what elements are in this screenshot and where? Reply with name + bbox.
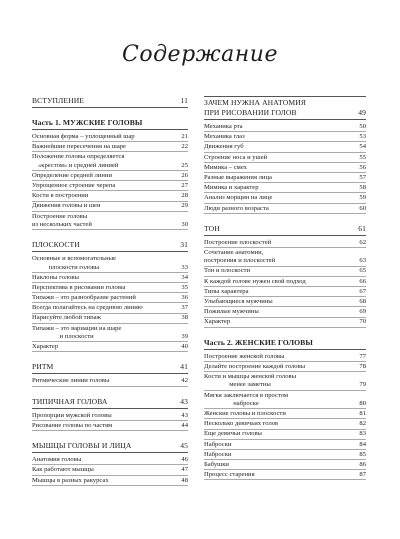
section-heading-text: ТОН	[204, 223, 220, 233]
toc-entry	[204, 123, 366, 132]
section-page-number: 45	[180, 441, 188, 451]
section-heading	[32, 397, 188, 409]
section-heading	[204, 224, 366, 236]
toc-entry-page: 30	[181, 220, 188, 228]
section-heading	[32, 118, 188, 130]
toc-entry-page: 26	[181, 171, 188, 179]
toc-entry-page: 59	[359, 194, 366, 202]
toc-entry-title	[204, 249, 279, 266]
toc-entry-page: 78	[359, 362, 366, 370]
toc-entry-page: 68	[359, 298, 366, 306]
section-page-number: 49	[358, 108, 366, 117]
section-heading	[32, 240, 188, 252]
toc-entry-title	[32, 325, 125, 342]
toc-entry-title	[32, 255, 120, 272]
toc-entry	[32, 422, 188, 431]
toc-entry-title: Наброски	[204, 440, 232, 448]
toc-entry	[32, 456, 188, 465]
toc-entry-title-line: Типажи – это вариации на шаре	[32, 324, 122, 332]
toc-entry-title: Мимика – смех	[204, 163, 247, 171]
toc-entry-page: 57	[359, 173, 366, 181]
toc-entry-title: Механика глаз	[204, 133, 245, 141]
toc-entry-title	[32, 153, 128, 170]
section-page-number: 43	[180, 396, 188, 406]
toc-left-column	[32, 96, 188, 487]
toc-entry-page: 82	[359, 420, 366, 428]
toc-entry	[204, 392, 366, 410]
section-page-number: 31	[180, 240, 188, 250]
toc-entry	[32, 304, 188, 313]
toc-entry-page: 87	[359, 471, 366, 479]
toc-entry	[32, 294, 188, 303]
toc-entry-title: Основная форма – уплощенный шар	[32, 133, 135, 140]
toc-entry-page: 40	[181, 343, 188, 351]
section-heading	[204, 96, 366, 120]
toc-entry	[32, 133, 188, 142]
toc-entry	[32, 477, 188, 486]
toc-entry	[32, 284, 188, 293]
toc-entry-page: 77	[359, 352, 366, 360]
toc-entry-title: Разные выражения лица	[204, 173, 272, 181]
toc-entry	[204, 239, 366, 248]
toc-entry-page: 65	[359, 267, 366, 275]
section-heading-line	[32, 362, 188, 372]
toc-entry	[32, 213, 188, 231]
toc-entry-title: Нарисуйте любой типаж	[32, 314, 102, 322]
toc-entry	[204, 373, 366, 391]
section-heading-text: ТИПИЧНАЯ ГОЛОВА	[32, 396, 108, 406]
toc-entry	[32, 325, 188, 343]
section-heading	[32, 362, 188, 374]
toc-entry-title: Типы характера	[204, 287, 249, 295]
toc-entry-page: 86	[359, 460, 366, 468]
toc-entry-title-line: менее заметны	[229, 381, 271, 389]
toc-entry-title: Построение женской головы	[204, 352, 285, 360]
toc-entry	[204, 184, 366, 193]
toc-entry-page: 79	[359, 381, 366, 389]
toc-entry-page: 60	[359, 204, 366, 212]
toc-entry	[32, 192, 188, 201]
toc-right-column	[204, 96, 366, 481]
toc-entry-title: Характер	[32, 343, 59, 351]
toc-entry-page: 48	[181, 476, 188, 484]
toc-entry-title: Типажи – это разнообразие растений	[32, 294, 136, 302]
section-page-number: 11	[180, 96, 188, 105]
section-heading-text: Часть 1. МУЖСКИЕ ГОЛОВЫ	[32, 118, 143, 127]
toc-entry-title: Улыбающиеся мужчины	[204, 298, 273, 306]
toc-entry-page: 63	[359, 257, 366, 265]
toc-entry	[204, 308, 366, 317]
toc-entry	[204, 154, 366, 163]
toc-entry-page: 55	[359, 153, 366, 161]
toc-entry-title-line: плоскости головы	[48, 263, 100, 271]
section-heading	[32, 441, 188, 453]
toc-entry-title: Люди разного возраста	[204, 204, 269, 212]
toc-entry-page: 37	[181, 304, 188, 312]
toc-entry-title: Движения губ	[204, 143, 244, 151]
toc-entry-title	[204, 392, 292, 409]
toc-entry	[204, 143, 366, 152]
section-heading-text: РИТМ	[32, 362, 54, 372]
section-heading	[32, 96, 188, 108]
toc-entry	[32, 143, 188, 152]
toc-entry-page: 28	[181, 192, 188, 200]
toc-entry	[32, 182, 188, 191]
toc-entry	[32, 274, 188, 283]
toc-entry	[204, 318, 366, 327]
toc-entry	[204, 194, 366, 203]
toc-entry-title: Строение носа и ушей	[204, 153, 268, 161]
toc-entry-page: 25	[181, 161, 188, 169]
toc-entry-title-line: Мягкя заключается в простом	[204, 391, 289, 399]
toc-entry	[32, 377, 188, 386]
toc-entry-title-line: Сочетание анатомии,	[204, 248, 264, 256]
toc-entry	[204, 298, 366, 307]
toc-entry-page: 29	[181, 202, 188, 210]
toc-entry-title: Несколько девичьих голов	[204, 420, 279, 428]
toc-entry-page: 46	[181, 456, 188, 464]
section-heading-line	[32, 441, 188, 451]
toc-entry-title-line: «крестом» и средней линией	[37, 161, 119, 169]
toc-entry-title: Делайте построение каждой головы	[204, 362, 306, 370]
toc-entry-page: 47	[181, 466, 188, 474]
toc-entry	[32, 343, 188, 352]
toc-entry-title: К каждой голове нужен свой подход	[204, 277, 306, 285]
toc-entry	[32, 314, 188, 323]
toc-entry-title: Наклоны головы	[32, 273, 79, 281]
page-title: Содержание	[122, 42, 278, 67]
toc-entry-page: 56	[359, 163, 366, 171]
toc-entry	[204, 133, 366, 142]
section-heading-line: ЗАЧЕМ НУЖНА АНАТОМИЯ	[204, 98, 306, 107]
section-page-number: 41	[180, 362, 188, 372]
toc-entry-title: Определение средней линии	[32, 171, 113, 179]
toc-entry-title: Кости в построении	[32, 192, 89, 200]
section-heading-line	[204, 224, 366, 234]
section-heading-text: МЫШЦЫ ГОЛОВЫ И ЛИЦА	[32, 441, 132, 451]
toc-entry-title: Бабушки	[204, 460, 229, 468]
toc-entry-title: Мышцы в разных ракурсах	[32, 476, 109, 484]
toc-entry-title-line: Построение головы	[32, 212, 88, 220]
toc-entry	[204, 461, 366, 470]
toc-entry-title: Ритмические линии головы	[32, 377, 110, 385]
toc-entry-title: Еще девичьи головы	[204, 430, 262, 438]
toc-entry	[204, 288, 366, 297]
toc-entry-title	[204, 373, 300, 390]
toc-entry-title: Упрощенное строение черепа	[32, 182, 116, 190]
toc-entry-page: 44	[181, 421, 188, 429]
section-heading-text: ПРИ РИСОВАНИИ ГОЛОВ	[204, 108, 297, 117]
toc-entry	[204, 164, 366, 173]
toc-entry-title: Перспектива в рисовании головы	[32, 283, 126, 291]
toc-entry-title: Женские головы и плоскости	[204, 410, 286, 418]
section-heading-line	[32, 96, 188, 106]
toc-entry-page: 27	[181, 182, 188, 190]
toc-entry	[204, 451, 366, 460]
toc-section	[204, 96, 366, 214]
section-heading-text: Часть 2. ЖЕНСКИЕ ГОЛОВЫ	[204, 337, 313, 347]
toc-entry-title: Тон и плоскости	[204, 267, 251, 275]
toc-entry-title: Рисование головы по частям	[32, 421, 113, 429]
toc-section	[32, 240, 188, 352]
toc-entry-title-line: Положение головы определяется	[32, 153, 125, 161]
toc-entry-page: 43	[181, 411, 188, 419]
toc-entry-title: Всегда полагайтесь на среднюю линию	[32, 304, 143, 312]
toc-entry-title: Важнейшие пересечения на шаре	[32, 143, 126, 151]
toc-section	[32, 96, 188, 108]
toc-entry-page: 81	[359, 410, 366, 418]
toc-entry-page: 36	[181, 294, 188, 302]
toc-entry	[32, 172, 188, 181]
toc-entry	[204, 174, 366, 183]
toc-entry-title: Как работают мышцы	[32, 466, 94, 474]
toc-entry-page: 66	[359, 277, 366, 285]
section-heading-line	[204, 108, 366, 118]
toc-entry-page: 54	[359, 143, 366, 151]
toc-entry-title: Механика рта	[204, 123, 243, 130]
toc-entry-title-line: Кости и мышцы женской головы	[204, 373, 297, 381]
toc-entry-page: 62	[359, 238, 366, 246]
toc-entry-page: 53	[359, 133, 366, 141]
section-page-number: 61	[358, 223, 366, 233]
toc-entry-page: 85	[359, 450, 366, 458]
toc-section	[32, 118, 188, 230]
toc-entry-page: 83	[359, 430, 366, 438]
toc-section	[204, 338, 366, 481]
section-heading-text: ВСТУПЛЕНИЕ	[32, 96, 85, 105]
toc-entry	[32, 202, 188, 211]
toc-entry-page: 42	[181, 377, 188, 385]
toc-entry	[204, 420, 366, 429]
section-heading-line	[204, 338, 366, 348]
toc-entry	[204, 430, 366, 439]
toc-entry-page: 84	[359, 440, 366, 448]
toc-section	[32, 397, 188, 431]
toc-entry-title-line: построения и плоскостей	[204, 257, 276, 265]
toc-entry-title: Движения головы и шеи	[32, 202, 101, 210]
toc-entry-page: 39	[181, 332, 188, 340]
toc-entry	[32, 412, 188, 421]
section-heading-line	[32, 397, 188, 407]
toc-entry-title: Наброски	[204, 450, 232, 458]
toc-entry-page: 50	[359, 123, 366, 130]
toc-entry-title: Пропорции мужской головы	[32, 411, 112, 419]
toc-entry	[204, 267, 366, 276]
toc-section	[32, 441, 188, 486]
toc-entry	[32, 153, 188, 171]
toc-entry-title-line: наброске	[233, 399, 259, 407]
toc-entry-title: Характер	[204, 318, 231, 326]
toc-entry-page: 22	[181, 143, 188, 151]
toc-entry-page: 67	[359, 287, 366, 295]
toc-entry-title: Анатомия головы	[32, 456, 82, 464]
toc-entry	[204, 471, 366, 480]
section-heading-text: ПЛОСКОСТИ	[32, 240, 80, 250]
toc-entry-title: Пожилые мужчины	[204, 308, 259, 316]
toc-entry-title-line: из нескольких частей	[32, 220, 92, 228]
toc-entry	[32, 466, 188, 475]
section-heading	[204, 338, 366, 350]
toc-entry-page: 34	[181, 273, 188, 281]
toc-entry-page: 69	[359, 308, 366, 316]
toc-entry	[204, 205, 366, 214]
toc-entry-title: Мимика и характер	[204, 184, 259, 192]
toc-entry-page: 35	[181, 283, 188, 291]
toc-entry-page: 58	[359, 184, 366, 192]
toc-entry-title	[32, 213, 96, 230]
toc-entry	[204, 353, 366, 362]
toc-entry-title: Построение плоскостей	[204, 238, 272, 246]
toc-entry-title: Анализ морщин на лице	[204, 194, 273, 202]
toc-entry-page: 21	[181, 133, 188, 140]
section-heading-line	[32, 240, 188, 250]
toc-entry	[204, 441, 366, 450]
toc-entry	[204, 278, 366, 287]
toc-entry	[32, 255, 188, 273]
toc-entry-page: 80	[359, 399, 366, 407]
toc-entry	[204, 363, 366, 372]
section-heading-line	[32, 118, 188, 128]
toc-section	[204, 224, 366, 328]
toc-entry-page: 33	[181, 263, 188, 271]
toc-section	[32, 362, 188, 386]
toc-entry	[204, 410, 366, 419]
toc-entry	[204, 249, 366, 267]
toc-entry-page: 38	[181, 314, 188, 322]
toc-entry-title-line: Основные и вспомогательные	[32, 255, 116, 263]
toc-entry-page: 70	[359, 318, 366, 326]
toc-entry-title: Процесс старения	[204, 471, 255, 479]
toc-entry-title-line: и плоскости	[59, 332, 94, 340]
